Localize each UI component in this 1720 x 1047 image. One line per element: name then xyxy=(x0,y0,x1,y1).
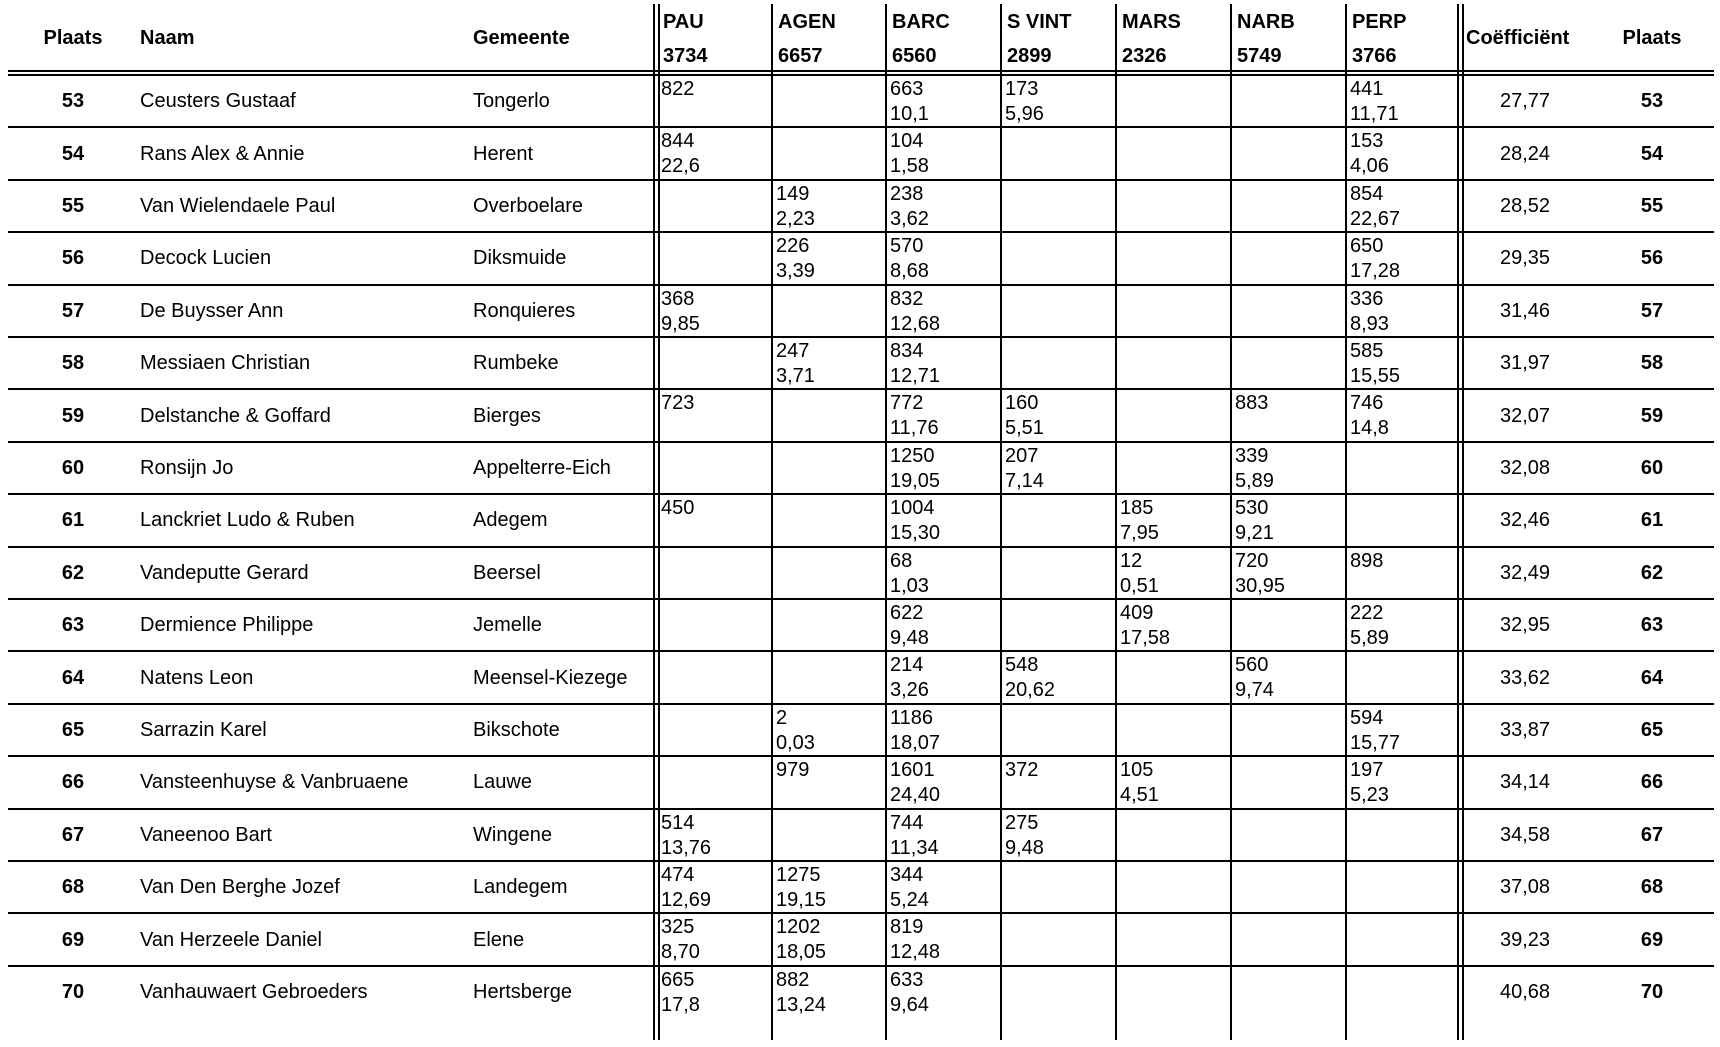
row-gemeente: Bikschote xyxy=(473,719,560,741)
race-coef: 10,1 xyxy=(890,103,929,125)
row-naam: Van Wielendaele Paul xyxy=(140,195,336,217)
race-coef: 9,21 xyxy=(1235,522,1274,545)
race-coef: 17,8 xyxy=(661,993,700,1016)
race-coef: 5,96 xyxy=(1005,103,1044,125)
row-rule xyxy=(8,493,1714,495)
row-plaats: 53 xyxy=(61,90,85,113)
header-gemeente: Gemeente xyxy=(473,27,570,49)
row-naam: Lanckriet Ludo & Ruben xyxy=(140,509,355,532)
header-plaats: Plaats xyxy=(43,27,103,49)
race-rank: 275 xyxy=(1005,811,1039,834)
race-rank: 185 xyxy=(1120,497,1154,520)
row-coefficient: 40,68 xyxy=(1499,981,1551,1003)
row-coefficient: 28,24 xyxy=(1499,142,1551,165)
race-rank: 149 xyxy=(776,182,810,205)
race-rank: 368 xyxy=(661,287,695,310)
row-rule xyxy=(8,703,1714,705)
header-race-code: PAU xyxy=(663,11,704,33)
row-plaats: 65 xyxy=(61,719,85,741)
race-rank: 336 xyxy=(1350,287,1384,310)
race-rank: 409 xyxy=(1120,602,1154,624)
row-rule xyxy=(8,912,1714,914)
race-coef: 0,03 xyxy=(776,731,815,754)
header-race-count: 5749 xyxy=(1237,45,1282,67)
row-naam: Van Den Berghe Jozef xyxy=(140,876,340,899)
row-gemeente: Wingene xyxy=(473,823,552,846)
race-coef: 12,69 xyxy=(661,889,712,911)
race-coef: 11,71 xyxy=(1350,103,1399,125)
race-rank: 1275 xyxy=(776,864,821,886)
row-gemeente: Overboelare xyxy=(473,195,584,217)
row-plaats: 68 xyxy=(61,876,85,899)
race-coef: 15,30 xyxy=(890,522,941,545)
row-gemeente: Tongerlo xyxy=(473,90,550,113)
race-coef: 22,6 xyxy=(661,155,700,178)
row-plaats-right: 59 xyxy=(1640,404,1664,427)
row-coefficient: 33,62 xyxy=(1499,666,1551,689)
race-coef: 17,58 xyxy=(1120,627,1171,649)
row-rule xyxy=(8,965,1714,967)
race-coef: 9,74 xyxy=(1235,679,1274,702)
race-coef: 7,95 xyxy=(1120,522,1159,545)
row-rule xyxy=(8,546,1714,548)
race-coef: 4,06 xyxy=(1350,155,1389,178)
race-rank: 222 xyxy=(1350,602,1384,624)
row-gemeente: Lauwe xyxy=(473,771,532,794)
row-gemeente: Bierges xyxy=(473,404,541,427)
row-naam: Vaneenoo Bart xyxy=(140,823,272,846)
race-coef: 2,23 xyxy=(776,207,815,230)
row-gemeente: Herent xyxy=(473,142,534,165)
row-rule xyxy=(8,808,1714,810)
race-rank: 746 xyxy=(1350,392,1384,415)
race-rank: 514 xyxy=(661,811,695,834)
race-rank: 1202 xyxy=(776,916,821,939)
row-plaats-right: 53 xyxy=(1640,90,1664,113)
race-coef: 3,71 xyxy=(776,365,815,387)
race-coef: 1,58 xyxy=(890,155,929,178)
race-coef: 9,64 xyxy=(890,993,929,1016)
row-plaats: 67 xyxy=(61,823,85,846)
race-coef: 30,95 xyxy=(1235,574,1286,597)
header-race-code: PERP xyxy=(1352,11,1407,33)
race-rank: 197 xyxy=(1350,759,1384,782)
row-plaats: 64 xyxy=(61,666,85,689)
row-plaats: 61 xyxy=(61,509,85,532)
race-coef: 7,14 xyxy=(1005,469,1044,492)
race-coef: 5,89 xyxy=(1235,469,1274,492)
row-rule xyxy=(8,860,1714,862)
row-gemeente: Rumbeke xyxy=(473,352,559,375)
race-rank: 883 xyxy=(1235,392,1269,415)
row-coefficient: 29,35 xyxy=(1499,247,1551,270)
race-rank: 207 xyxy=(1005,444,1039,467)
header-race-count: 2899 xyxy=(1007,45,1052,67)
race-coef: 3,62 xyxy=(890,207,929,230)
column-divider xyxy=(885,4,887,1040)
row-coefficient: 32,95 xyxy=(1499,614,1551,637)
row-coefficient: 32,08 xyxy=(1499,457,1551,479)
race-rank: 979 xyxy=(776,759,810,782)
race-coef: 18,07 xyxy=(890,731,941,754)
row-rule xyxy=(8,598,1714,600)
row-coefficient: 33,87 xyxy=(1499,719,1551,741)
row-plaats-right: 60 xyxy=(1640,457,1664,479)
race-coef: 9,48 xyxy=(890,627,929,649)
row-plaats: 63 xyxy=(61,614,85,637)
row-coefficient: 34,58 xyxy=(1499,823,1551,846)
row-plaats-right: 68 xyxy=(1640,876,1664,899)
header-race-count: 6657 xyxy=(778,45,823,67)
race-coef: 22,67 xyxy=(1350,207,1401,230)
race-rank: 570 xyxy=(890,235,924,258)
race-rank: 173 xyxy=(1005,78,1039,100)
row-gemeente: Elene xyxy=(473,928,525,951)
race-coef: 9,48 xyxy=(1005,836,1044,859)
column-divider xyxy=(1462,4,1464,1040)
row-rule xyxy=(8,336,1714,338)
race-coef: 5,23 xyxy=(1350,784,1389,807)
race-rank: 450 xyxy=(661,497,695,520)
race-coef: 12,71 xyxy=(890,365,941,387)
race-rank: 834 xyxy=(890,340,924,362)
race-coef: 13,76 xyxy=(661,836,712,859)
race-coef: 13,24 xyxy=(776,993,827,1016)
header-coefficient: Coëfficiënt xyxy=(1466,27,1570,49)
race-rank: 633 xyxy=(890,968,924,991)
row-gemeente: Jemelle xyxy=(473,614,542,637)
row-rule xyxy=(8,650,1714,652)
row-plaats-right: 54 xyxy=(1640,142,1664,165)
race-rank: 1186 xyxy=(890,706,934,729)
row-naam: Vansteenhuyse & Vanbruaene xyxy=(140,771,409,794)
row-plaats: 55 xyxy=(61,195,85,217)
row-coefficient: 32,49 xyxy=(1499,561,1551,584)
race-rank: 723 xyxy=(661,392,695,415)
header-naam: Naam xyxy=(140,27,195,49)
race-rank: 12 xyxy=(1120,549,1143,572)
row-plaats: 54 xyxy=(61,142,85,165)
row-plaats-right: 67 xyxy=(1640,823,1664,846)
row-naam: Rans Alex & Annie xyxy=(140,142,305,165)
column-divider xyxy=(1115,4,1117,1040)
row-plaats: 58 xyxy=(61,352,85,375)
row-plaats-right: 63 xyxy=(1640,614,1664,637)
row-rule xyxy=(8,441,1714,443)
race-coef: 17,28 xyxy=(1350,260,1401,283)
header-race-code: BARC xyxy=(892,11,950,33)
race-coef: 8,70 xyxy=(661,941,700,964)
race-rank: 854 xyxy=(1350,182,1384,205)
race-rank: 68 xyxy=(890,549,913,572)
row-gemeente: Landegem xyxy=(473,876,568,899)
race-coef: 11,76 xyxy=(890,417,939,440)
race-rank: 344 xyxy=(890,864,924,886)
row-gemeente: Diksmuide xyxy=(473,247,567,270)
race-rank: 474 xyxy=(661,864,695,886)
header-race-code: AGEN xyxy=(778,11,836,33)
race-coef: 8,93 xyxy=(1350,312,1389,335)
row-rule xyxy=(8,755,1714,757)
column-divider xyxy=(658,4,660,1040)
race-coef: 18,05 xyxy=(776,941,827,964)
race-coef: 9,85 xyxy=(661,312,700,335)
race-rank: 441 xyxy=(1350,78,1384,100)
row-gemeente: Adegem xyxy=(473,509,548,532)
race-rank: 214 xyxy=(890,654,924,677)
row-naam: De Buysser Ann xyxy=(140,299,284,322)
header-race-code: S VINT xyxy=(1007,11,1072,33)
race-rank: 1250 xyxy=(890,444,935,467)
race-coef: 24,40 xyxy=(890,784,941,807)
row-rule xyxy=(8,231,1714,233)
row-naam: Natens Leon xyxy=(140,666,254,689)
race-rank: 339 xyxy=(1235,444,1269,467)
race-rank: 832 xyxy=(890,287,924,310)
race-rank: 882 xyxy=(776,968,810,991)
row-plaats-right: 65 xyxy=(1640,719,1664,741)
row-gemeente: Hertsberge xyxy=(473,981,572,1003)
race-rank: 325 xyxy=(661,916,695,939)
race-rank: 226 xyxy=(776,235,810,258)
row-plaats-right: 69 xyxy=(1640,928,1664,951)
row-coefficient: 32,46 xyxy=(1499,509,1551,532)
column-divider xyxy=(1230,4,1232,1040)
row-plaats-right: 64 xyxy=(1640,666,1664,689)
row-coefficient: 32,07 xyxy=(1499,404,1551,427)
race-coef: 15,77 xyxy=(1350,731,1401,754)
row-gemeente: Beersel xyxy=(473,561,541,584)
race-rank: 560 xyxy=(1235,654,1269,677)
row-coefficient: 31,46 xyxy=(1499,299,1551,322)
row-plaats-right: 62 xyxy=(1640,561,1664,584)
race-coef: 20,62 xyxy=(1005,679,1056,702)
row-rule xyxy=(8,284,1714,286)
race-coef: 5,51 xyxy=(1005,417,1044,440)
row-rule xyxy=(8,388,1714,390)
header-plaats-right: Plaats xyxy=(1622,27,1682,49)
row-gemeente: Meensel-Kiezege xyxy=(473,666,628,689)
race-rank: 1601 xyxy=(890,759,935,782)
race-coef: 4,51 xyxy=(1120,784,1159,807)
row-naam: Ronsijn Jo xyxy=(140,457,234,479)
row-plaats-right: 55 xyxy=(1640,195,1664,217)
row-plaats: 69 xyxy=(61,928,85,951)
column-divider xyxy=(1457,4,1459,1040)
race-coef: 3,39 xyxy=(776,260,815,283)
row-naam: Messiaen Christian xyxy=(140,352,311,375)
race-coef: 1,03 xyxy=(890,574,929,597)
race-rank: 772 xyxy=(890,392,924,415)
row-coefficient: 28,52 xyxy=(1499,195,1551,217)
row-coefficient: 34,14 xyxy=(1499,771,1551,794)
row-naam: Van Herzeele Daniel xyxy=(140,928,322,951)
race-rank: 247 xyxy=(776,340,810,362)
row-gemeente: Ronquieres xyxy=(473,299,576,322)
row-naam: Delstanche & Goffard xyxy=(140,404,331,427)
race-rank: 548 xyxy=(1005,654,1039,677)
race-rank: 238 xyxy=(890,182,924,205)
race-rank: 153 xyxy=(1350,130,1384,153)
row-plaats-right: 61 xyxy=(1640,509,1664,532)
race-rank: 594 xyxy=(1350,706,1384,729)
row-plaats: 59 xyxy=(61,404,85,427)
row-plaats-right: 66 xyxy=(1640,771,1664,794)
row-naam: Ceusters Gustaaf xyxy=(140,90,296,113)
row-plaats: 62 xyxy=(61,561,85,584)
row-plaats: 66 xyxy=(61,771,85,794)
row-coefficient: 27,77 xyxy=(1499,90,1551,113)
race-rank: 650 xyxy=(1350,235,1384,258)
column-divider xyxy=(1345,4,1347,1040)
race-rank: 720 xyxy=(1235,549,1269,572)
race-rank: 160 xyxy=(1005,392,1039,415)
race-rank: 622 xyxy=(890,602,924,624)
header-race-code: NARB xyxy=(1237,11,1295,33)
row-coefficient: 31,97 xyxy=(1499,352,1551,375)
row-plaats: 60 xyxy=(61,457,85,479)
race-rank: 819 xyxy=(890,916,924,939)
race-coef: 5,24 xyxy=(890,889,929,911)
race-rank: 1004 xyxy=(890,497,935,520)
race-coef: 19,05 xyxy=(890,469,941,492)
race-rank: 585 xyxy=(1350,340,1384,362)
row-plaats-right: 58 xyxy=(1640,352,1664,375)
race-coef: 5,89 xyxy=(1350,627,1389,649)
row-naam: Dermience Philippe xyxy=(140,614,314,637)
row-rule xyxy=(8,179,1714,181)
race-coef: 3,26 xyxy=(890,679,929,702)
column-divider xyxy=(771,4,773,1040)
race-rank: 104 xyxy=(890,130,924,153)
header-race-count: 3766 xyxy=(1352,45,1397,67)
race-coef: 14,8 xyxy=(1350,417,1389,440)
race-rank: 2 xyxy=(776,706,788,729)
race-rank: 663 xyxy=(890,78,924,100)
race-rank: 744 xyxy=(890,811,924,834)
header-race-count: 2326 xyxy=(1122,45,1167,67)
row-naam: Sarrazin Karel xyxy=(140,719,267,741)
race-rank: 844 xyxy=(661,130,695,153)
row-plaats-right: 70 xyxy=(1640,981,1664,1003)
race-coef: 11,34 xyxy=(890,836,939,859)
row-plaats: 56 xyxy=(61,247,85,270)
row-gemeente: Appelterre-Eich xyxy=(473,457,611,479)
row-plaats: 57 xyxy=(61,299,85,322)
race-rank: 822 xyxy=(661,78,695,100)
column-divider xyxy=(1000,4,1002,1040)
row-plaats-right: 56 xyxy=(1640,247,1664,270)
row-coefficient: 37,08 xyxy=(1499,876,1551,899)
row-plaats: 70 xyxy=(61,981,85,1003)
race-coef: 12,68 xyxy=(890,312,941,335)
header-race-count: 6560 xyxy=(892,45,937,67)
race-coef: 19,15 xyxy=(776,889,827,911)
race-rank: 898 xyxy=(1350,549,1384,572)
row-coefficient: 39,23 xyxy=(1499,928,1551,951)
header-race-code: MARS xyxy=(1122,11,1181,33)
race-rank: 105 xyxy=(1120,759,1154,782)
row-plaats-right: 57 xyxy=(1640,299,1664,322)
row-rule xyxy=(8,126,1714,128)
column-divider xyxy=(653,4,655,1040)
race-rank: 372 xyxy=(1005,759,1039,782)
row-naam: Vanhauwaert Gebroeders xyxy=(140,981,368,1003)
race-coef: 8,68 xyxy=(890,260,929,283)
row-naam: Vandeputte Gerard xyxy=(140,561,309,584)
header-race-count: 3734 xyxy=(663,45,708,67)
row-naam: Decock Lucien xyxy=(140,247,272,270)
race-coef: 0,51 xyxy=(1120,574,1159,597)
race-coef: 12,48 xyxy=(890,941,941,964)
race-rank: 665 xyxy=(661,968,695,991)
race-rank: 530 xyxy=(1235,497,1269,520)
race-coef: 15,55 xyxy=(1350,365,1401,387)
